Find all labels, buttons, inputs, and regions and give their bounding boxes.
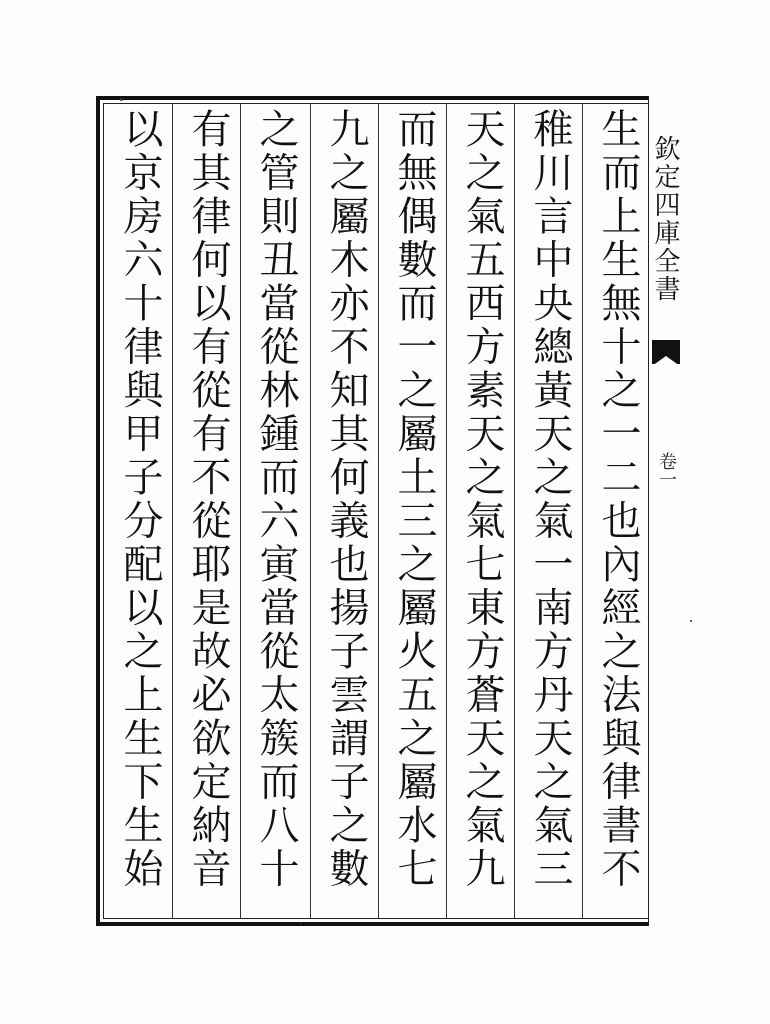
scan-speck: [120, 98, 123, 101]
text-column-1: 生而上生無十之一二也內經之法與律書不: [595, 108, 641, 891]
book-title: 欽定四庫全書: [650, 135, 680, 303]
column-divider: [240, 103, 241, 919]
scan-speck: [300, 922, 302, 924]
column-divider: [582, 103, 583, 919]
column-divider: [172, 103, 173, 919]
text-column-5: 九之屬木亦不知其何義也揚子雲謂子之數: [323, 108, 369, 891]
text-column-7: 有其律何以有從有不從耶是故必欲定納音: [185, 108, 231, 891]
text-column-6: 之管則丑當從林鍾而六寅當從太簇而八十: [253, 108, 299, 891]
text-column-4: 而無偶數而一之屬土三之屬火五之屬水七: [391, 108, 437, 891]
column-divider: [446, 103, 447, 919]
text-column-3: 天之氣五西方素天之氣七東方蒼天之氣九: [459, 108, 505, 891]
fishtail-notch: [652, 356, 680, 366]
text-column-2: 稚川言中央總黃天之氣一南方丹天之氣三: [527, 108, 573, 891]
column-divider: [514, 103, 515, 919]
volume-label: 卷一: [656, 452, 677, 488]
scan-speck: [690, 620, 692, 622]
text-column-8: 以京房六十律與甲子分配以之上生下生始: [117, 108, 163, 891]
column-divider: [310, 103, 311, 919]
column-divider: [378, 103, 379, 919]
